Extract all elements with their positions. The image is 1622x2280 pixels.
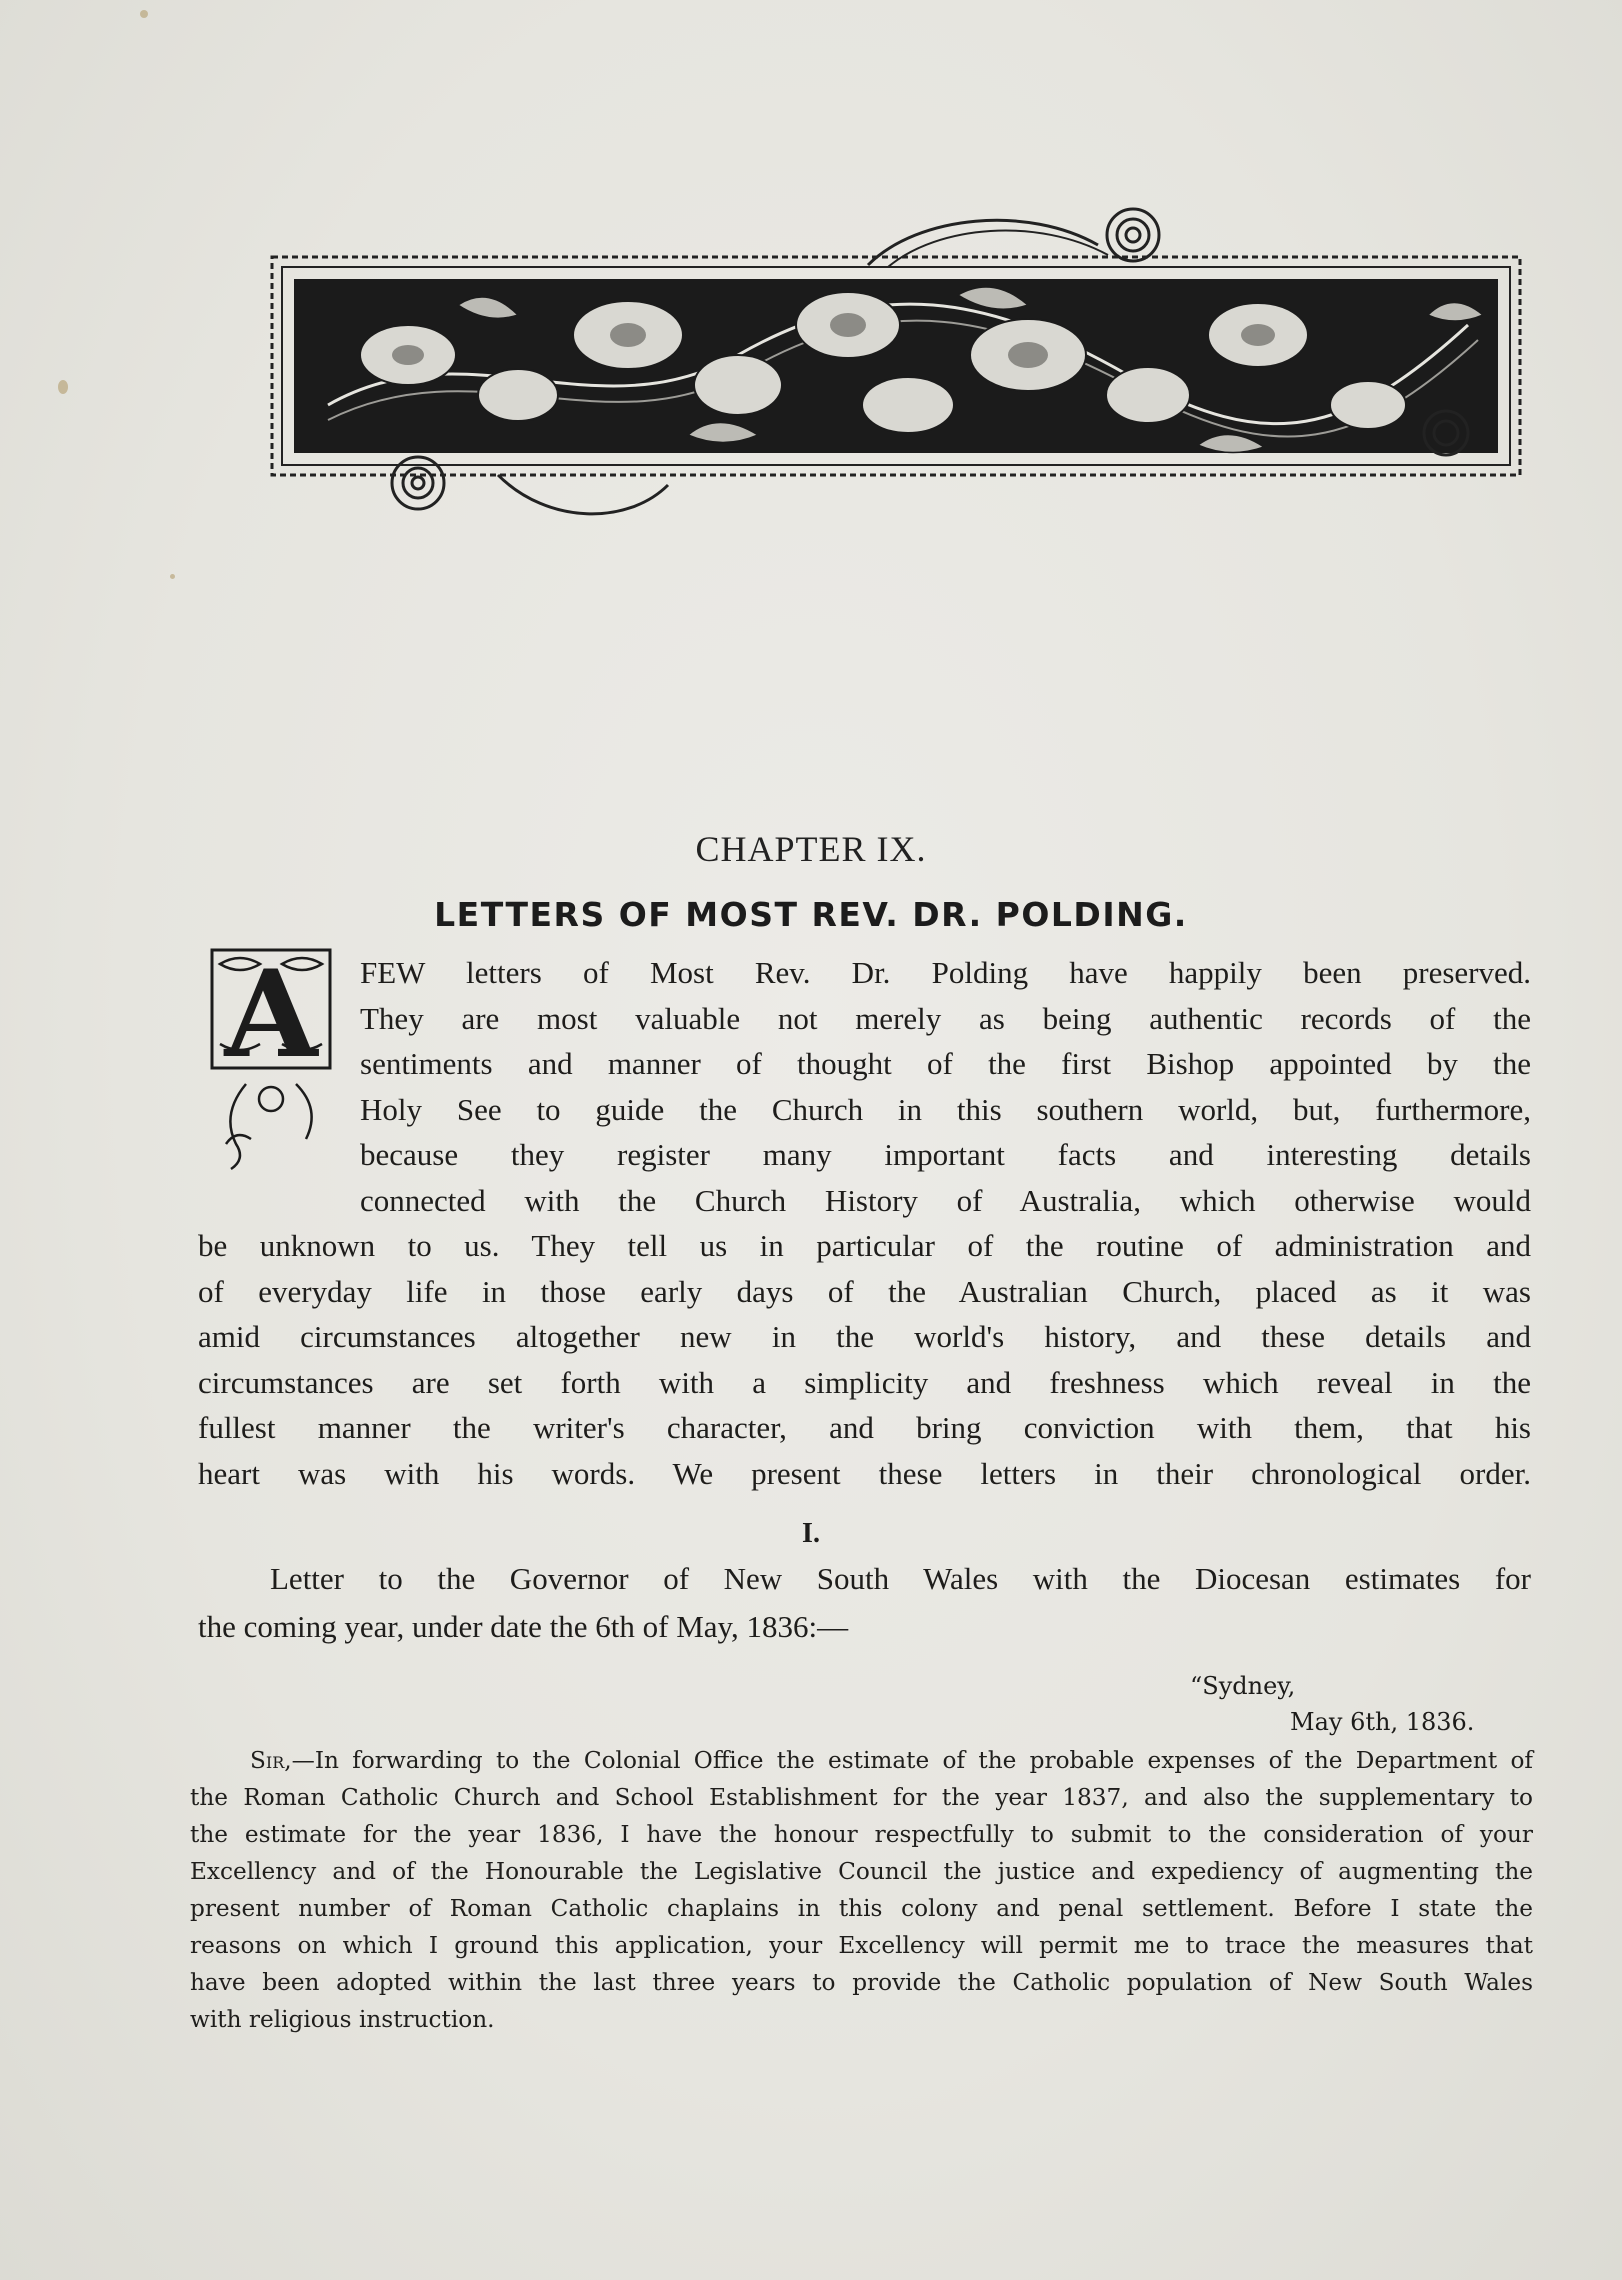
chapter-title: LETTERS OF MOST REV. DR. POLDING. xyxy=(434,895,1188,934)
drop-cap-letter: A xyxy=(224,944,318,1085)
letter-body-line xyxy=(190,1742,1533,1779)
letter-place: “Sydney, xyxy=(1190,1672,1296,1700)
intro-line: heart was with his words. We present these letters in their chronological order. xyxy=(198,1455,1531,1491)
letter-body-line: Excellency and of the Honourable the Legislative Council the justice and expediency of augmenting the xyxy=(190,1858,1533,1885)
letter-body-line: present number of Roman Catholic chaplains in this colony and penal settlement. Before I state the xyxy=(190,1895,1533,1922)
intro-line: because they register many important facts and interesting details xyxy=(360,1137,1531,1172)
intro-line: circumstances are set forth with a simplicity and freshness which reveal in the xyxy=(198,1364,1531,1400)
letter-body-line: with religious instruction. xyxy=(190,2006,495,2033)
intro-line: fullest manner the writer's character, and bring conviction with them, that his xyxy=(198,1410,1531,1445)
intro-line: FEW letters of Most Rev. Dr. Polding have happily been preserved. xyxy=(360,955,1531,990)
letter-salutation: Sir, xyxy=(250,1747,292,1774)
paper-speck xyxy=(170,574,175,579)
intro-line: of everyday life in those early days of the Australian Church, placed as it was xyxy=(198,1273,1531,1309)
letter-body-line: reasons on which I ground this application, your Excellency will permit me to trace the measures that xyxy=(190,1932,1533,1959)
intro-line: amid circumstances altogether new in the world's history, and these details and xyxy=(198,1319,1531,1354)
letter-body-text: —In forwarding to the Colonial Office the estimate of the probable expenses of the Department of xyxy=(291,1747,1533,1774)
paper-speck xyxy=(140,10,148,18)
intro-paragraph xyxy=(198,950,1531,1496)
letter-introduction xyxy=(198,1555,1531,1651)
letter-intro-line: the coming year, under date the 6th of May, 1836:— xyxy=(198,1609,849,1644)
letter-date: May 6th, 1836. xyxy=(1290,1708,1475,1736)
letter-body xyxy=(190,1742,1533,2038)
chapter-number: CHAPTER IX. xyxy=(695,829,927,869)
floral-header-ornament xyxy=(268,205,1530,535)
intro-line: be unknown to us. They tell us in particular of the routine of administration and xyxy=(198,1228,1531,1263)
intro-line: They are most valuable not merely as being authentic records of the xyxy=(360,1000,1531,1036)
intro-line: Holy See to guide the Church in this southern world, but, furthermore, xyxy=(360,1091,1531,1127)
letter-body-line: the Roman Catholic Church and School Establishment for the year 1837, and also the supplementary to xyxy=(190,1784,1533,1811)
intro-line: connected with the Church History of Australia, which otherwise would xyxy=(360,1182,1531,1218)
paper-speck xyxy=(58,380,68,394)
letter-body-line: the estimate for the year 1836, I have the honour respectfully to submit to the consideration of your xyxy=(190,1821,1533,1848)
intro-line: sentiments and manner of thought of the first Bishop appointed by the xyxy=(360,1046,1531,1081)
section-number: I. xyxy=(802,1518,820,1549)
letter-body-line: have been adopted within the last three years to provide the Catholic population of New South Wales xyxy=(190,1969,1533,1996)
letter-intro-line: Letter to the Governor of New South Wales with the Diocesan estimates for xyxy=(270,1561,1531,1596)
